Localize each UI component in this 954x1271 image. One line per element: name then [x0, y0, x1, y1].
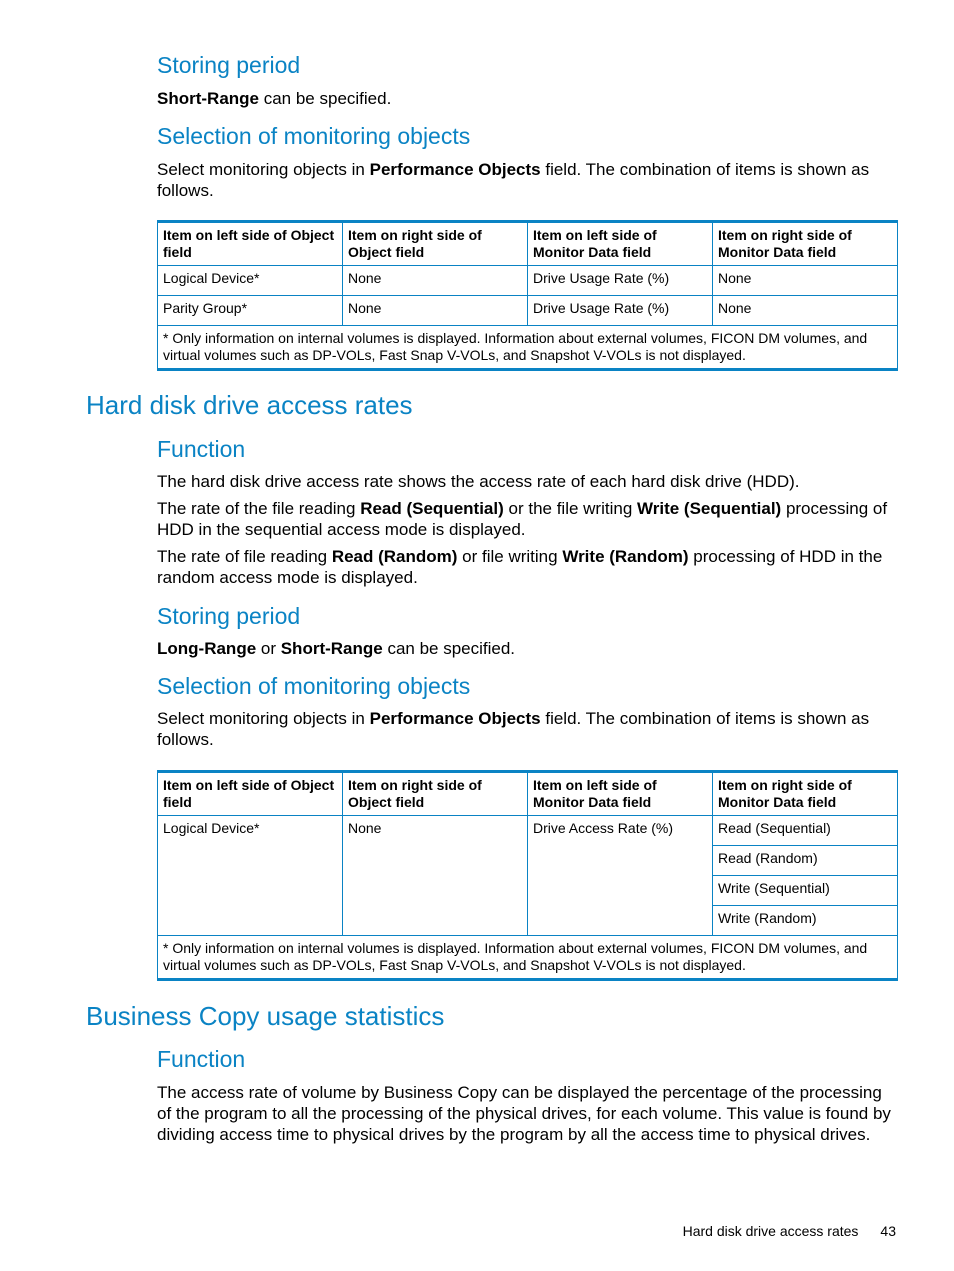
table-cell: Drive Usage Rate (%): [528, 296, 713, 326]
selection-heading: Selection of monitoring objects: [157, 673, 471, 699]
table-cell: Logical Device*: [158, 816, 343, 936]
hdd-para-1: The hard disk drive access rate shows the access rate of each hard disk drive (HDD).: [157, 472, 800, 491]
table-header: Item on left side of Monitor Data field: [528, 222, 713, 266]
hdd-combination-table: [157, 770, 898, 981]
table-cell: None: [343, 266, 528, 296]
hdd-para-3: The rate of file reading Read (Random) or file writing Write (Random) processing of HDD in the random access mode is displayed.: [157, 547, 883, 587]
storing-period-heading: Storing period: [157, 52, 301, 78]
footer-section-title: Hard disk drive access rates: [682, 1223, 859, 1239]
page-number: 43: [880, 1223, 896, 1239]
selection-text: Select monitoring objects in Performance Objects field. The combination of items is shown as follows.: [157, 160, 870, 200]
table-header: Item on left side of Object field: [158, 222, 343, 266]
selection-text: Select monitoring objects in Performance Objects field. The combination of items is shown as follows.: [157, 709, 870, 749]
selection-heading: Selection of monitoring objects: [157, 123, 471, 149]
bc-para: The access rate of volume by Business Copy can be displayed the percentage of the processing of the program to all the processing of the physical drives, for each volume. This value is found by dividing access time to physical drives by the program by all the access time to physical drives.: [157, 1083, 891, 1144]
table-header: Item on right side of Monitor Data field: [713, 772, 898, 816]
function-heading: Function: [157, 436, 246, 462]
table-cell: Drive Usage Rate (%): [528, 266, 713, 296]
table-row: [158, 296, 898, 326]
table-cell: Read (Sequential): [713, 816, 898, 846]
table-cell: Write (Sequential): [713, 876, 898, 906]
bc-section-title: Business Copy usage statistics: [86, 1001, 445, 1031]
table-row: [158, 816, 898, 846]
storing-period-text: Short-Range can be specified.: [157, 89, 392, 108]
table-cell: Write (Random): [713, 906, 898, 936]
table-cell: None: [713, 266, 898, 296]
hdd-section-title: Hard disk drive access rates: [86, 390, 413, 420]
table-header: Item on left side of Object field: [158, 772, 343, 816]
object-combination-table: [157, 220, 898, 371]
storing-period-heading: Storing period: [157, 603, 301, 629]
table-note-row: [158, 326, 898, 370]
table-footnote: * Only information on internal volumes is displayed. Information about external volumes, FICON DM volumes, and virtual volumes such as DP-VOLs, Fast Snap V-VOLs, and Snapshot V-VOLs is not displayed.: [158, 326, 898, 370]
table-cell: Parity Group*: [158, 296, 343, 326]
storing-period-text: Long-Range or Short-Range can be specified.: [157, 639, 516, 658]
table-header-row: [158, 772, 898, 816]
table-note-row: [158, 936, 898, 980]
table-row: [158, 266, 898, 296]
hdd-para-2: The rate of the file reading Read (Sequential) or the file writing Write (Sequential) processing of HDD in the sequential access mode is displayed.: [157, 499, 888, 539]
table-cell: None: [343, 296, 528, 326]
page-footer: [683, 1223, 896, 1239]
table-header: Item on right side of Object field: [343, 222, 528, 266]
table-cell: Read (Random): [713, 846, 898, 876]
table-header: Item on left side of Monitor Data field: [528, 772, 713, 816]
table-cell: None: [713, 296, 898, 326]
function-heading: Function: [157, 1046, 246, 1072]
table-cell: Drive Access Rate (%): [528, 816, 713, 936]
table-footnote: * Only information on internal volumes is displayed. Information about external volumes, FICON DM volumes, and virtual volumes such as DP-VOLs, Fast Snap V-VOLs, and Snapshot V-VOLs is not displayed.: [158, 936, 898, 980]
table-header: Item on right side of Monitor Data field: [713, 222, 898, 266]
table-cell: None: [343, 816, 528, 936]
table-header: Item on right side of Object field: [343, 772, 528, 816]
table-header-row: [158, 222, 898, 266]
table-cell: Logical Device*: [158, 266, 343, 296]
